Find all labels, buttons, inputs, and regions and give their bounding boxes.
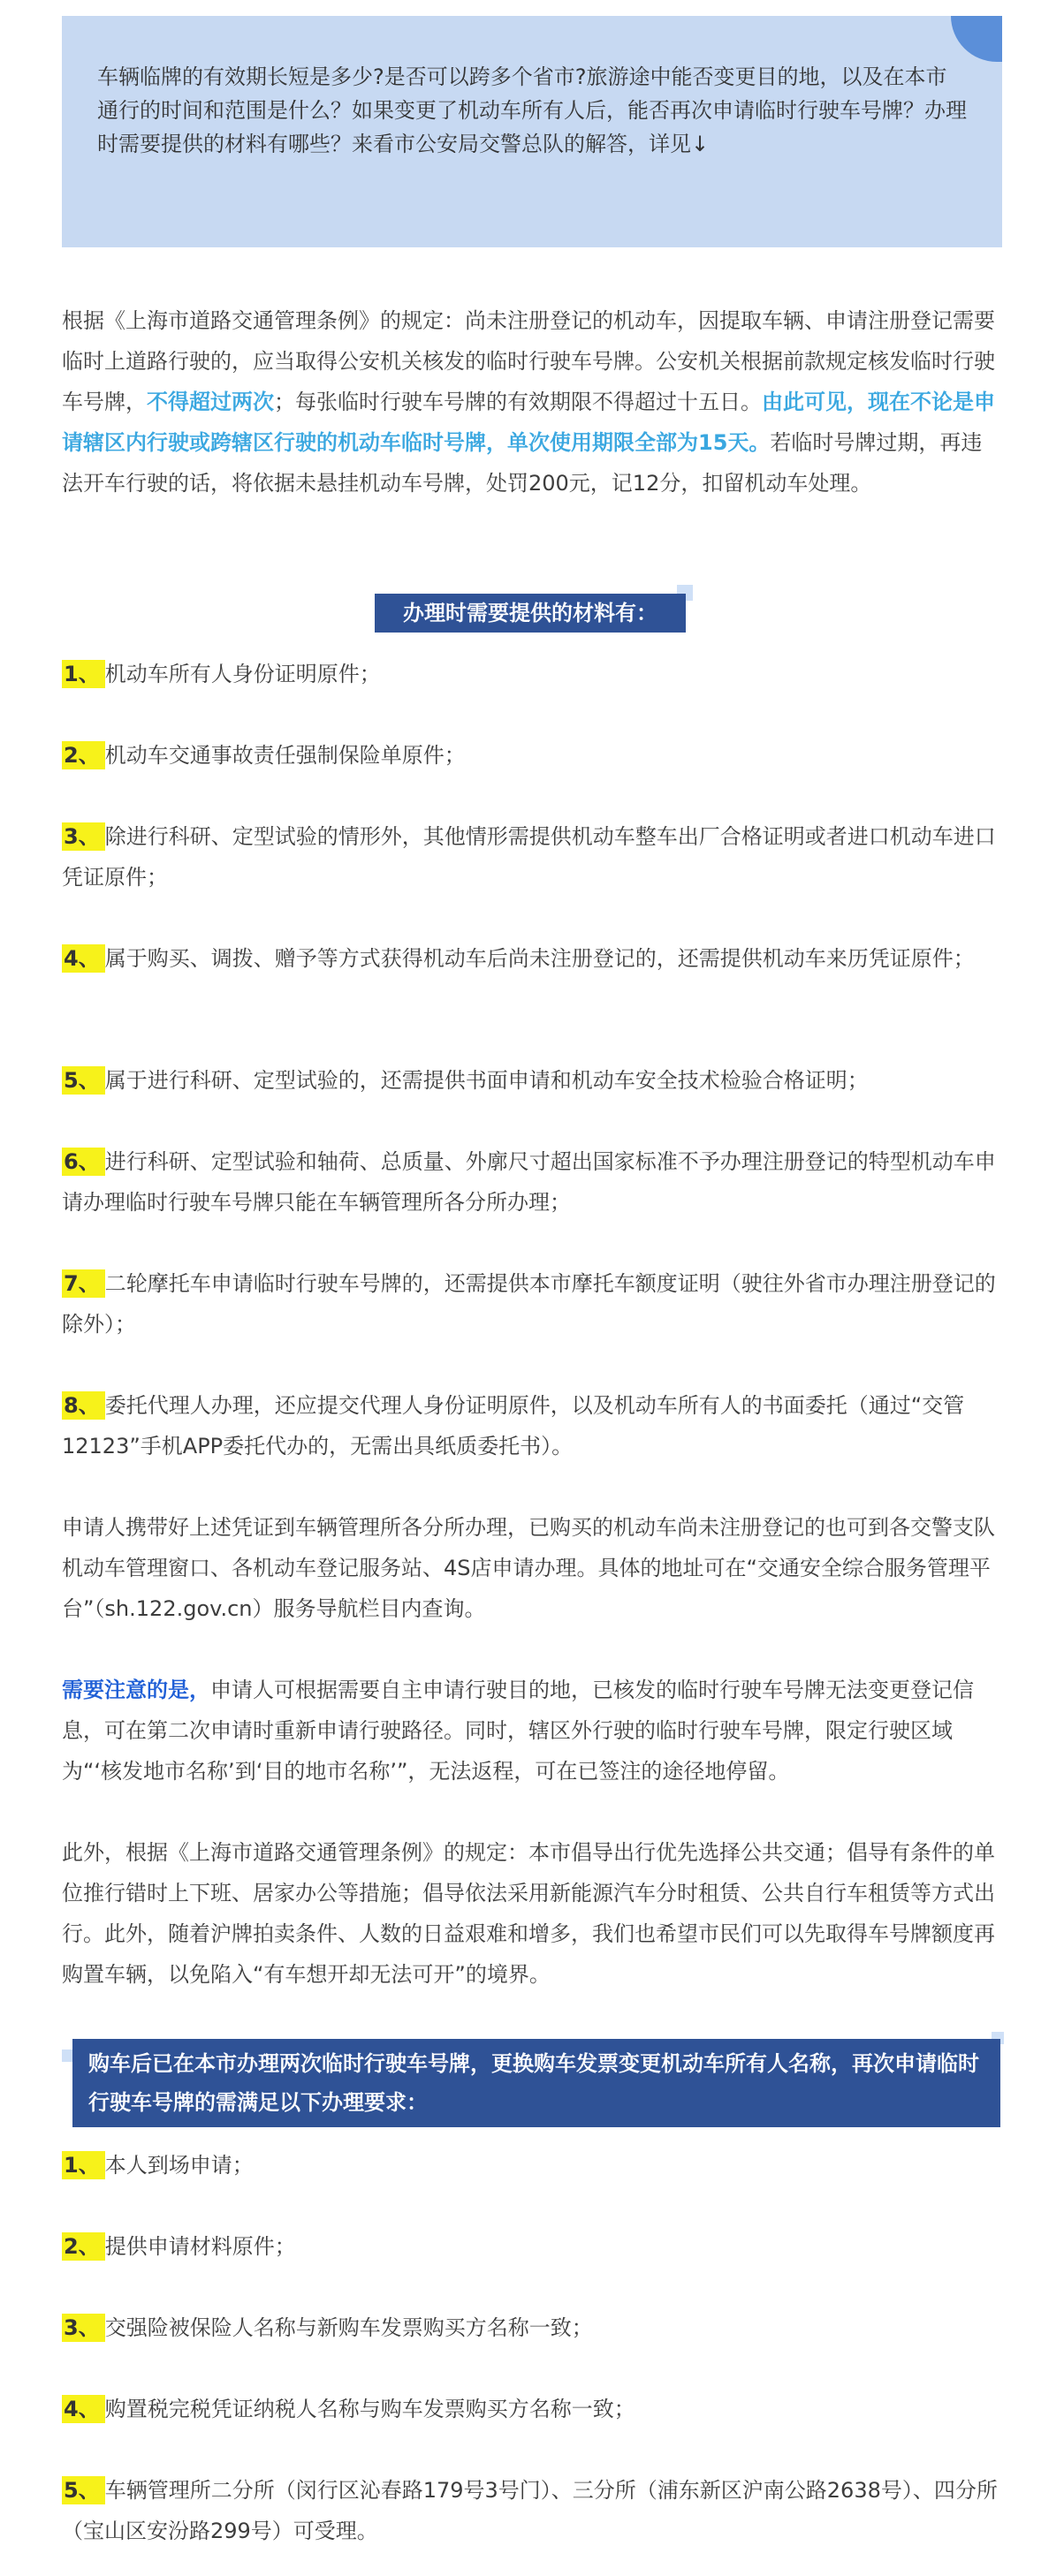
- apply-location-paragraph: 申请人携带好上述凭证到车辆管理所各分所办理，已购买的机动车尚未注册登记的也可到各交警支队机动车管理窗口、各机动车登记服务站、4S店申请办理。具体的地址可在“交通安全综合服务管理平台”（sh.122.gov.cn）服务导航栏目内查询。: [62, 1515, 995, 1621]
- item-number: 5、: [62, 1066, 105, 1095]
- regulation-highlight-limit: 不得超过两次: [147, 390, 274, 414]
- item-number: 4、: [62, 944, 105, 973]
- material-item-3: [62, 816, 1002, 898]
- item-text: 二轮摩托车申请临时行驶车号牌的，还需提供本市摩托车额度证明（驶往外省市办理注册登记的除外）；: [62, 1271, 996, 1337]
- notice-label: 需要注意的是，: [62, 1678, 210, 1702]
- item-number: 7、: [62, 1269, 105, 1298]
- regulation-highlight-validity: 由此可见，现在不论是申请辖区内行驶或跨辖区行驶的机动车临时号牌，单次使用期限全部为15天。: [62, 390, 995, 455]
- item-text: 除进行科研、定型试验的情形外，其他情形需提供机动车整车出厂合格证明或者进口机动车进口凭证原件；: [62, 824, 996, 890]
- item-number: 2、: [62, 741, 105, 769]
- material-item-1: [62, 654, 1002, 694]
- intro-box: [62, 16, 1002, 247]
- material-item-2: [62, 735, 1002, 776]
- additional-paragraph: 此外，根据《上海市道路交通管理条例》的规定：本市倡导出行优先选择公共交通；倡导有条件的单位推行错时上下班、居家办公等措施；倡导依法采用新能源汽车分时租赁、公共自行车租赁等方式出行。此外，随着沪牌拍卖条件、人数的日益艰难和增多，我们也希望市民们可以先取得车号牌额度再购置车辆，以免陷入“有车想开却无法可开”的境界。: [62, 1840, 995, 1987]
- item-text: 购置税完税凭证纳税人名称与购车发票购买方名称一致；: [104, 2397, 635, 2421]
- material-item-6: [62, 1141, 1002, 1223]
- intro-corner-decoration: [951, 16, 1002, 62]
- item-number: 4、: [62, 2395, 105, 2423]
- item-text: 机动车交通事故责任强制保险单原件；: [104, 743, 466, 768]
- material-item-5: [62, 1060, 1002, 1101]
- requirement-item-4: [62, 2389, 1002, 2429]
- item-text: 车辆管理所二分所（闵行区沁春路179号3号门）、三分所（浦东新区沪南公路2638号）、四分所（宝山区安汾路299号）可受理。: [62, 2478, 998, 2543]
- material-item-7: [62, 1263, 1002, 1345]
- item-text: 本人到场申请；: [104, 2153, 254, 2178]
- notice-text: 申请人可根据需要自主申请行驶目的地，已核发的临时行驶车号牌无法变更登记信息，可在第二次申请时重新申请行驶路径。同时，辖区外行驶的临时行驶车号牌，限定行驶区域为“‘核发地市名称’到‘目的地市名称’”，无法返程，可在已签注的途径地停留。: [62, 1678, 974, 1784]
- requirement-item-1: [62, 2145, 1002, 2186]
- notice-paragraph: [62, 1670, 1002, 1792]
- regulation-text-part3: 若临时号牌过期，再违法开车行驶的话，将依据未悬挂机动车号牌，处罚200元，记12分，扣留机动车处理。: [62, 430, 983, 496]
- regulation-text-part2: ；每张临时行驶车号牌的有效期限不得超过十五日。: [274, 390, 762, 414]
- item-number: 8、: [62, 1391, 105, 1420]
- item-text: 交强险被保险人名称与新购车发票购买方名称一致；: [104, 2315, 593, 2340]
- intro-text: 车辆临牌的有效期长短是多少?是否可以跨多个省市?旅游途中能否变更目的地，以及在本市通行的时间和范围是什么？如果变更了机动车所有人后，能否再次申请临时行驶车号牌？办理时需要提供的材料有哪些？来看市公安局交警总队的解答，详见↓: [97, 64, 967, 156]
- section-header-requirements: 购车后已在本市办理两次临时行驶车号牌，更换购车发票变更机动车所有人名称，再次申请临时行驶车号牌的需满足以下办理要求：: [72, 2039, 1000, 2127]
- requirement-item-3: [62, 2307, 1002, 2348]
- section-header-materials: 办理时需要提供的材料有：: [375, 594, 686, 633]
- regulation-text-part1: 根据《上海市道路交通管理条例》的规定：尚未注册登记的机动车，因提取车辆、申请注册登记需要临时上道路行驶的，应当取得公安机关核发的临时行驶车号牌。公安机关根据前款规定核发临时行驶车号牌，: [62, 308, 995, 414]
- item-number: 6、: [62, 1148, 105, 1176]
- item-number: 1、: [62, 2151, 105, 2179]
- item-number: 1、: [62, 660, 105, 688]
- item-number: 3、: [62, 822, 105, 851]
- item-number: 3、: [62, 2314, 105, 2342]
- material-item-8: [62, 1385, 1002, 1466]
- item-text: 进行科研、定型试验和轴荷、总质量、外廓尺寸超出国家标准不予办理注册登记的特型机动车申请办理临时行驶车号牌只能在车辆管理所各分所办理；: [62, 1149, 996, 1215]
- item-text: 提供申请材料原件；: [104, 2234, 296, 2259]
- item-number: 5、: [62, 2476, 105, 2504]
- item-text: 委托代理人办理，还应提交代理人身份证明原件，以及机动车所有人的书面委托（通过“交管12123”手机APP委托代办的，无需出具纸质委托书）。: [62, 1393, 965, 1458]
- item-text: 属于购买、调拨、赠予等方式获得机动车后尚未注册登记的，还需提供机动车来历凭证原件；: [104, 946, 975, 971]
- regulation-paragraph: [62, 300, 1002, 504]
- requirement-item-5: [62, 2470, 1002, 2551]
- requirement-item-2: [62, 2226, 1002, 2267]
- material-item-4: [62, 938, 1002, 979]
- item-text: 属于进行科研、定型试验的，还需提供书面申请和机动车安全技术检验合格证明；: [104, 1068, 869, 1093]
- item-number: 2、: [62, 2232, 105, 2261]
- item-text: 机动车所有人身份证明原件；: [104, 662, 381, 686]
